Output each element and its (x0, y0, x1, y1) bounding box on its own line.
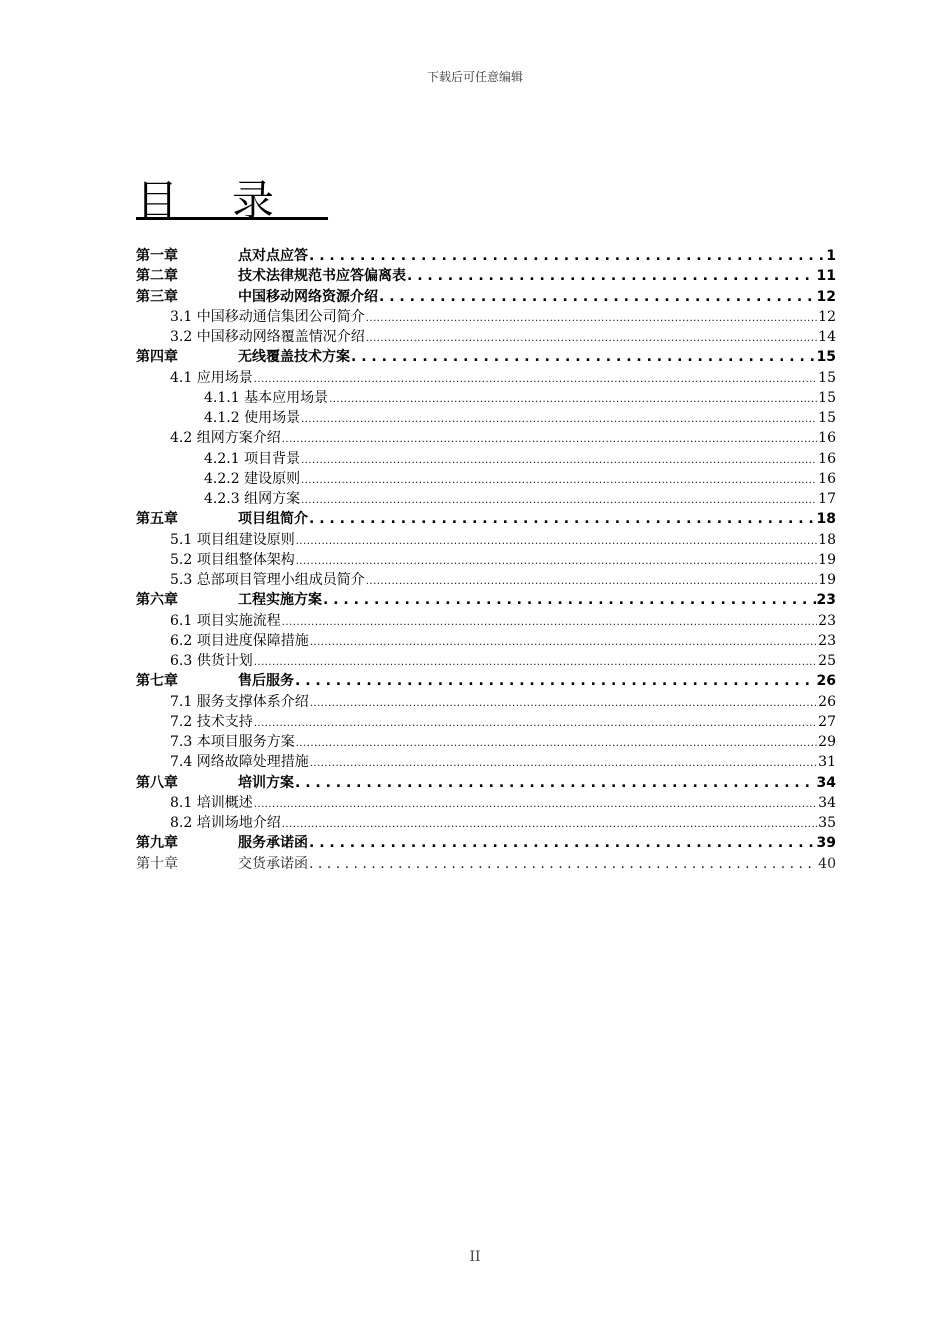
toc-entry-title: 工程实施方案 (238, 592, 322, 609)
toc-chapter-number: 第十章 (136, 855, 178, 872)
toc-page-number: 15 (818, 369, 836, 386)
toc-entry-title: 无线覆盖技术方案 (238, 349, 350, 366)
toc-page-number: 31 (818, 754, 836, 771)
toc-entry-title: 4.1.2 使用场景 (204, 410, 301, 426)
toc-entry-title: 4.1.1 基本应用场景 (204, 389, 329, 406)
toc-leader-dots (309, 833, 816, 853)
toc-page-number: 19 (818, 572, 836, 588)
toc-entry-title: 服务承诺函 (238, 835, 308, 852)
toc-leader-dots (366, 327, 817, 349)
toc-entry[interactable] (136, 773, 836, 793)
toc-page-number: 26 (818, 693, 836, 710)
toc-leader-dots (351, 347, 816, 367)
toc-page-number: 25 (818, 653, 836, 669)
toc-leader-dots (310, 692, 817, 714)
toc-leader-dots (282, 428, 817, 450)
toc-chapter-number: 第八章 (136, 774, 178, 791)
toc-leader-dots (295, 671, 816, 691)
toc-entry-title: 4.1 应用场景 (170, 369, 253, 386)
toc-chapter-number: 第七章 (136, 673, 178, 690)
toc-leader-dots (407, 266, 816, 286)
toc-entry-title: 6.3 供货计划 (170, 653, 253, 669)
toc-page-number: 16 (818, 470, 836, 487)
toc-leader-dots (366, 570, 817, 592)
toc-leader-dots (254, 712, 817, 734)
toc-chapter-number: 第一章 (136, 248, 178, 264)
toc-entry-title: 项目组简介 (238, 511, 308, 528)
toc-entry-title: 技术法律规范书应答偏离表 (238, 268, 406, 285)
toc-leader-dots (379, 287, 816, 307)
toc-entry-title: 3.2 中国移动网络覆盖情况介绍 (170, 329, 365, 345)
toc-chapter-number: 第五章 (136, 511, 178, 528)
toc-entry[interactable] (136, 752, 836, 772)
toc-entry-title: 4.2.3 组网方案 (204, 491, 301, 507)
toc-page-number: 39 (816, 835, 836, 852)
toc-page-number: 26 (816, 673, 836, 690)
toc-page-number: 29 (818, 734, 836, 750)
toc-entry[interactable] (136, 712, 836, 732)
toc-entry[interactable] (136, 793, 836, 813)
toc-leader-dots (301, 469, 817, 491)
toc-entry-title: 4.2.2 建设原则 (204, 470, 301, 487)
toc-entry[interactable] (136, 813, 836, 833)
toc-leader-dots (329, 388, 817, 410)
toc-title: 目录 (136, 176, 329, 225)
toc-leader-dots (254, 793, 817, 815)
toc-page-number: 35 (818, 815, 836, 831)
toc-entry-title: 7.1 服务支撑体系介绍 (170, 693, 309, 710)
toc-leader-dots (310, 631, 817, 653)
toc-entry-title: 6.1 项目实施流程 (170, 612, 281, 629)
toc-entry[interactable] (136, 692, 836, 712)
toc-entry-title: 7.4 网络故障处理措施 (170, 754, 309, 771)
toc-entry-title: 交货承诺函 (238, 855, 308, 872)
toc-leader-dots (301, 408, 817, 430)
toc-page-number: 19 (818, 551, 836, 568)
toc-page-number: 12 (816, 288, 836, 305)
toc-entry-title: 8.1 培训概述 (170, 794, 253, 811)
toc-entry-title: 培训方案 (238, 774, 294, 791)
toc-leader-dots (296, 530, 817, 552)
toc-page-number: 34 (816, 774, 836, 791)
toc-chapter-number: 第二章 (136, 268, 178, 285)
toc-entry[interactable] (136, 368, 836, 388)
toc-page-number: 17 (818, 491, 836, 507)
toc-entry-title: 7.2 技术支持 (170, 713, 253, 730)
toc-entry[interactable] (136, 732, 836, 752)
toc-leader-dots (309, 246, 825, 266)
toc-leader-dots (254, 651, 817, 673)
toc-leader-dots (323, 590, 816, 610)
toc-entry-title: 5.3 总部项目管理小组成员简介 (170, 572, 365, 588)
table-of-contents (136, 246, 836, 874)
page-header-note: 下载后可任意编辑 (426, 70, 523, 84)
toc-page-number: 18 (818, 531, 836, 548)
toc-entry-title: 中国移动网络资源介绍 (238, 288, 378, 305)
toc-entry[interactable] (136, 266, 836, 286)
toc-entry[interactable] (136, 854, 836, 874)
toc-entry-title: 5.1 项目组建设原则 (170, 531, 295, 548)
toc-page-number: 23 (816, 592, 836, 609)
toc-leader-dots (295, 773, 816, 793)
toc-chapter-number: 第四章 (136, 349, 178, 366)
toc-page-number: 34 (818, 794, 836, 811)
toc-entry[interactable] (136, 530, 836, 550)
toc-entry[interactable] (136, 631, 836, 651)
toc-page-number: 15 (816, 349, 836, 366)
toc-entry[interactable] (136, 671, 836, 691)
toc-entry-title: 7.3 本项目服务方案 (170, 734, 295, 750)
toc-entry[interactable] (136, 246, 836, 266)
toc-entry-title: 5.2 项目组整体架构 (170, 551, 295, 568)
toc-entry-title: 4.2.1 项目背景 (204, 450, 301, 467)
toc-entry[interactable] (136, 327, 836, 347)
toc-leader-dots (282, 813, 817, 835)
toc-entry[interactable] (136, 489, 836, 509)
toc-leader-dots (310, 752, 817, 774)
toc-entry[interactable] (136, 509, 836, 529)
toc-chapter-number: 第六章 (136, 592, 178, 609)
toc-page-number: 16 (818, 450, 836, 467)
toc-entry[interactable] (136, 428, 836, 448)
toc-entry[interactable] (136, 449, 836, 469)
toc-leader-dots (282, 611, 817, 633)
toc-page-number: 15 (818, 389, 836, 406)
toc-leader-dots (296, 550, 817, 572)
toc-page-number: 14 (818, 329, 836, 345)
toc-entry[interactable] (136, 469, 836, 489)
toc-entry[interactable] (136, 550, 836, 570)
toc-entry[interactable] (136, 287, 836, 307)
page-number: II (469, 1249, 481, 1265)
toc-entry-title: 8.2 培训场地介绍 (170, 815, 281, 831)
toc-leader-dots (296, 732, 817, 754)
toc-entry-title: 售后服务 (238, 673, 294, 690)
toc-leader-dots (254, 368, 817, 390)
toc-entry-title: 点对点应答 (238, 248, 308, 264)
toc-page-number: 11 (816, 268, 836, 285)
toc-page-number: 16 (818, 430, 836, 447)
toc-page-number: 23 (818, 632, 836, 649)
toc-page-number: 15 (818, 410, 836, 426)
toc-chapter-number: 第三章 (136, 288, 178, 305)
toc-leader-dots (366, 307, 817, 329)
toc-entry[interactable] (136, 833, 836, 853)
toc-leader-dots (309, 509, 816, 529)
toc-leader-dots (301, 449, 817, 471)
toc-entry[interactable] (136, 388, 836, 408)
toc-entry[interactable] (136, 347, 836, 367)
toc-entry-title: 6.2 项目进度保障措施 (170, 632, 309, 649)
toc-page-number: 23 (818, 612, 836, 629)
toc-entry[interactable] (136, 408, 836, 428)
toc-entry-title: 4.2 组网方案介绍 (170, 430, 281, 447)
toc-entry[interactable] (136, 570, 836, 590)
toc-entry[interactable] (136, 590, 836, 610)
toc-page-number: 40 (818, 855, 836, 872)
toc-entry[interactable] (136, 307, 836, 327)
toc-leader-dots (301, 489, 817, 511)
toc-entry[interactable] (136, 651, 836, 671)
toc-page-number: 27 (818, 713, 836, 730)
toc-page-number: 1 (826, 248, 836, 264)
toc-leader-dots (309, 854, 817, 874)
toc-entry-title: 3.1 中国移动通信集团公司简介 (170, 308, 365, 325)
toc-entry[interactable] (136, 611, 836, 631)
toc-page-number: 12 (818, 308, 836, 325)
toc-chapter-number: 第九章 (136, 835, 178, 852)
toc-page-number: 18 (816, 511, 836, 528)
